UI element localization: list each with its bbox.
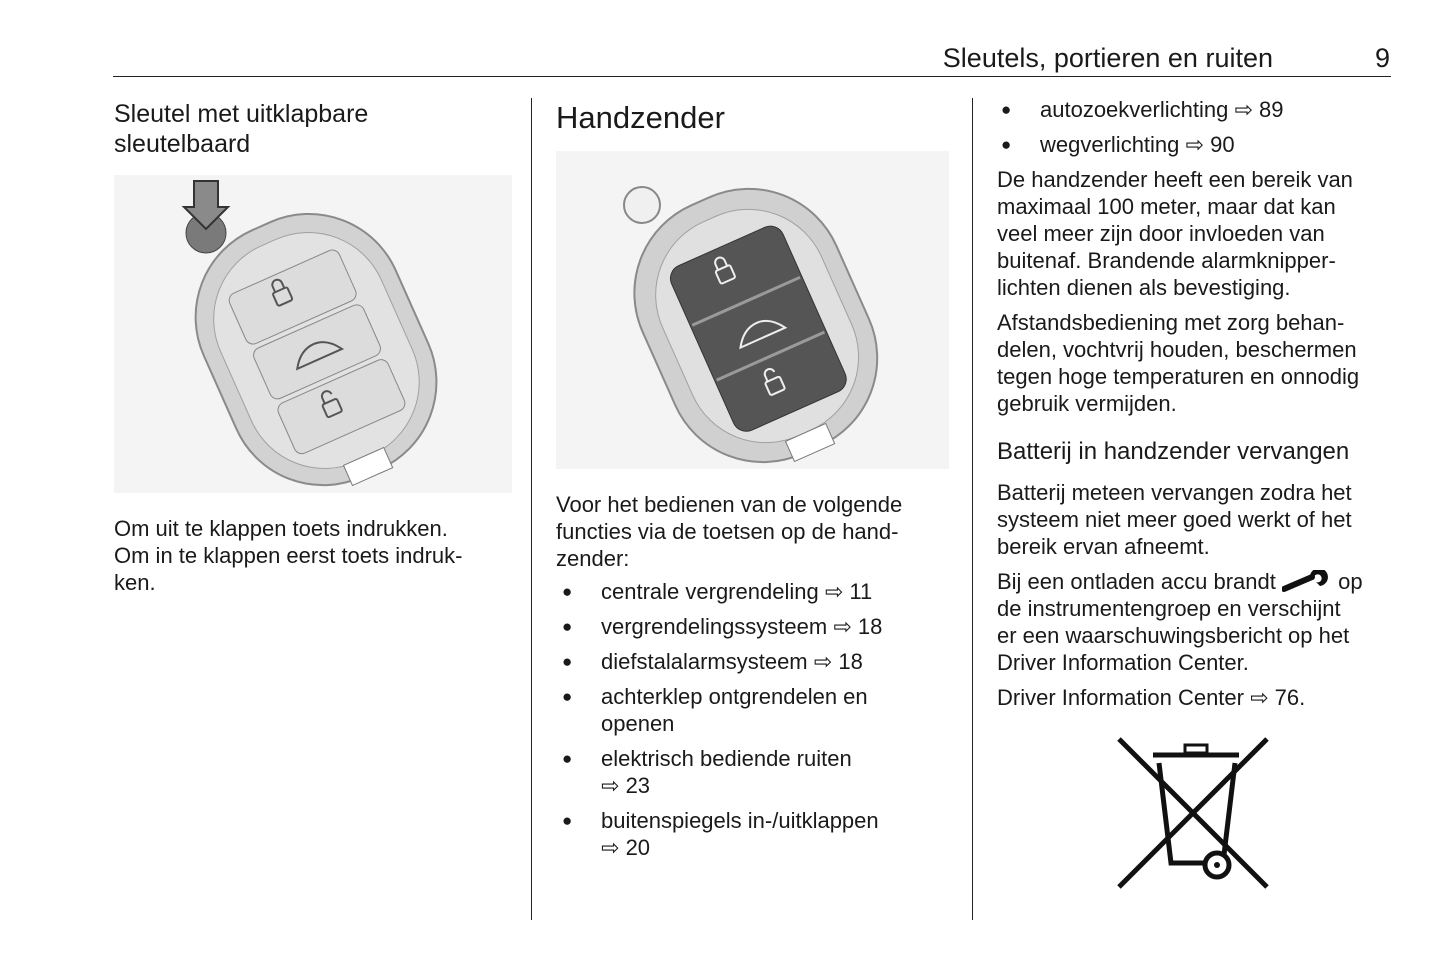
list-item: ● diefstalalarmsysteem ⇨ 18 [556, 648, 951, 675]
dic-reference-line: Driver Information Center ⇨ 76. [997, 685, 1306, 710]
arrow-right-icon: ⇨ [1185, 132, 1204, 157]
heading-line: sleutelbaard [114, 130, 251, 158]
column-divider-2 [972, 98, 973, 920]
arrow-right-icon: ⇨ [1250, 685, 1269, 710]
unfold-instructions [114, 515, 514, 596]
text-line: Voor het bedienen van de volgende [556, 492, 903, 517]
page-number: 9 [1374, 43, 1390, 73]
list-item: ● elektrisch bediende ruiten ⇨ 23 [556, 745, 951, 799]
battery-paragraph: Batterij meteen vervangen zodra het systeem niet meer goed werkt of het bereik ervan afneemt. [997, 480, 1352, 559]
text-line: Om in te klappen eerst toets indruk- [114, 543, 463, 568]
text-line: zender: [556, 546, 630, 571]
cross-reference[interactable]: ⇨ 76. [1250, 685, 1306, 710]
flip-key-drawing [114, 175, 512, 493]
crossed-out-bin-icon [1115, 737, 1271, 893]
column-1 [114, 99, 514, 596]
column-2 [556, 99, 951, 861]
column-3 [997, 96, 1397, 893]
list-item: ● autozoekverlichting ⇨ 89 [995, 96, 1397, 123]
cross-reference[interactable]: ⇨ 23 [601, 773, 651, 798]
list-item: ● wegverlichting ⇨ 90 [995, 131, 1397, 158]
column-divider-1 [531, 98, 532, 920]
list-item: ● achterklep ontgrendelen en openen [556, 683, 951, 737]
flip-key-illustration [114, 175, 512, 493]
text-line: functies via de toetsen op de hand- [556, 519, 899, 544]
header-rule [113, 76, 1391, 77]
section-heading [114, 99, 514, 159]
functions-list-continued [995, 96, 1397, 158]
list-item: ● vergrendelingssysteem ⇨ 18 [556, 613, 951, 640]
arrow-right-icon: ⇨ [833, 614, 852, 639]
list-item: ● buitenspiegels in-/uitklappen ⇨ 20 [556, 807, 951, 861]
functions-list [556, 578, 951, 861]
subsection-heading: Batterij in handzender vervangen [997, 438, 1350, 465]
running-header-title: Sleutels, portieren en ruiten [942, 43, 1273, 73]
cross-reference[interactable]: ⇨ 18 [813, 649, 863, 674]
functions-intro [556, 491, 951, 572]
care-paragraph: Afstandsbediening met zorg behan- delen, vochtvrij houden, beschermen tegen hoge temperaturen en onnodig gebruik vermijden. [997, 310, 1360, 416]
arrow-right-icon: ⇨ [813, 649, 833, 674]
list-item: ● centrale vergrendeling ⇨ 11 [556, 578, 951, 605]
range-paragraph: De handzender heeft een bereik van maximaal 100 meter, maar dat kan veel meer zijn door invloeden van buitenaf. Brandende alarmknipper- lichten dienen als bevestiging. [997, 167, 1353, 300]
remote-control-illustration [556, 151, 949, 469]
cross-reference[interactable]: ⇨ 18 [833, 614, 883, 639]
cross-reference[interactable]: ⇨ 90 [1185, 132, 1235, 157]
recycling-bin-symbol [1115, 737, 1271, 893]
remote-control-drawing [556, 151, 949, 469]
cross-reference[interactable]: ⇨ 11 [824, 579, 873, 604]
arrow-right-icon: ⇨ [824, 579, 844, 604]
heading-line: Sleutel met uitklapbare [114, 100, 369, 128]
cross-reference[interactable]: ⇨ 20 [601, 835, 651, 860]
arrow-right-icon: ⇨ [1234, 97, 1253, 122]
warning-paragraph: Bij een ontladen accu brandt op de instrumentengroep en verschijnt er een waarschuwingsbericht op het Driver Information Center. [997, 569, 1363, 675]
wrench-icon [1282, 570, 1332, 592]
text-line: ken. [114, 570, 156, 595]
arrow-right-icon: ⇨ [601, 835, 620, 860]
cross-reference[interactable]: ⇨ 89 [1234, 97, 1284, 122]
text-line: Om uit te klappen toets indrukken. [114, 516, 448, 541]
section-heading: Handzender [556, 100, 725, 135]
arrow-right-icon: ⇨ [601, 773, 620, 798]
